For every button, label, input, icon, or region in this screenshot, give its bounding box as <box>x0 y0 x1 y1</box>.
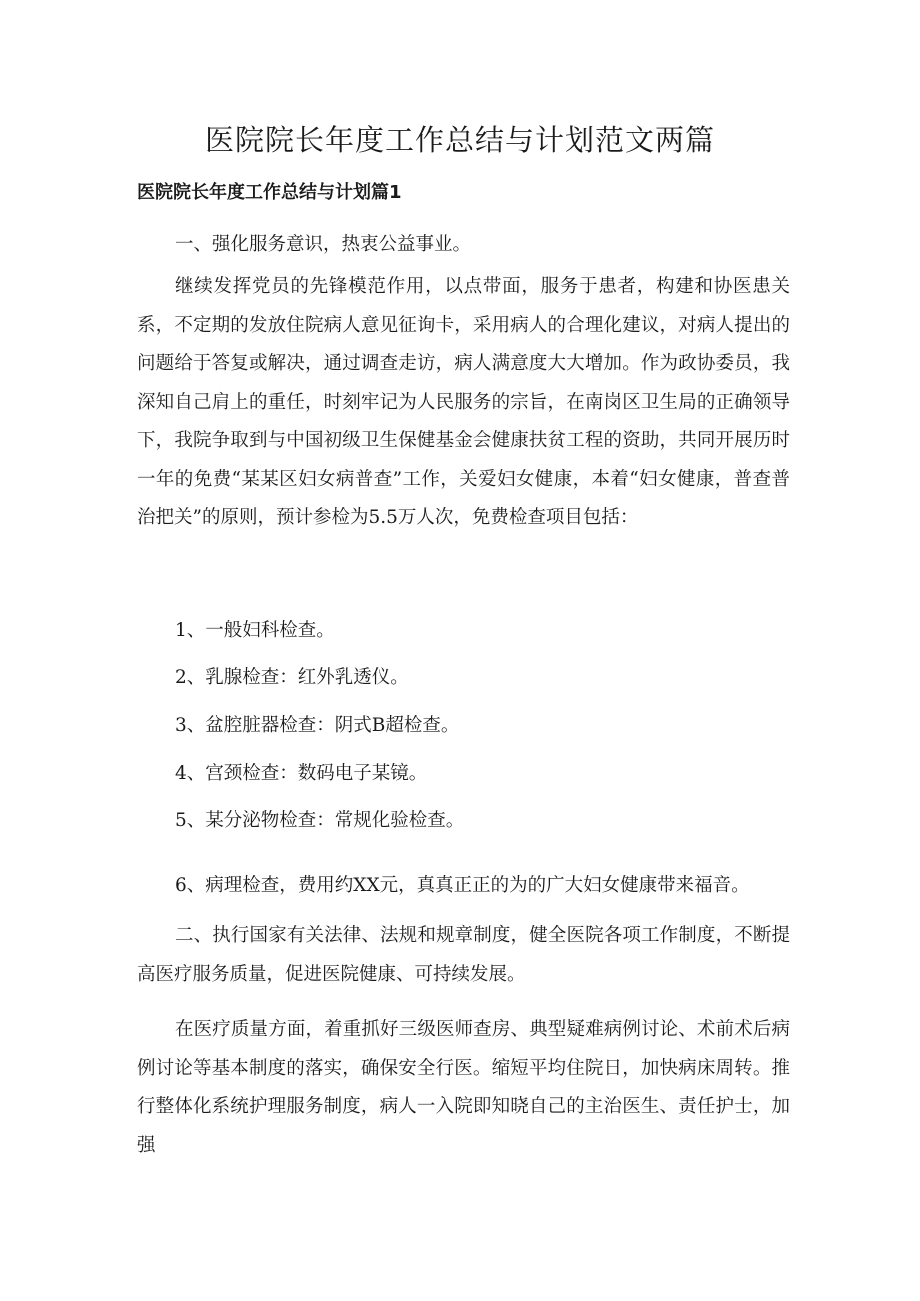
list-item: 3、盆腔脏器检查：阴式B超检查。 <box>175 715 460 736</box>
paragraph-medical-quality: 在医疗质量方面，着重抓好三级医师查房、典型疑难病例讨论、术前术后病例讨论等基本制度的落实，确保安全行医。缩短平均住院日，加快病床周转。推行整体化系统护理服务制度，病人一入院即知晓自己的主治医生、责任护士，加强 <box>137 1019 790 1156</box>
section-heading: 医院院长年度工作总结与计划篇1 <box>137 182 402 203</box>
paragraph-party-member-role: 继续发挥党员的先锋模范作用，以点带面，服务于患者，构建和协医患关系，不定期的发放住院病人意见征询卡，采用病人的合理化建议，对病人提出的问题给于答复或解决，通过调查走访，病人满意度大大增加。作为政协委员，我深知自己肩上的重任，时刻牢记为人民服务的宗旨，在南岗区卫生局的正确领导下，我院争取到与中国初级卫生保健基金会健康扶贫工程的资助，共同开展历时一年的免费“某某区妇女病普查”工作，关爱妇女健康，本着“妇女健康，普查普治把关”的原则，预计参检为5.5万人次，免费检查项目包括： <box>137 276 790 528</box>
list-item: 2、乳腺检查：红外乳透仪。 <box>175 667 409 688</box>
list-item: 6、病理检查，费用约XX元，真真正正的为的广大妇女健康带来福音。 <box>175 875 750 896</box>
paragraph-strengthen-service: 一、强化服务意识，热衷公益事业。 <box>175 234 472 255</box>
document-title: 医院院长年度工作总结与计划范文两篇 <box>204 123 715 157</box>
list-item: 5、某分泌物检查：常规化验检查。 <box>175 810 465 831</box>
list-item: 1、一般妇科检查。 <box>175 620 335 641</box>
paragraph-regulations: 二、执行国家有关法律、法规和规章制度，健全医院各项工作制度，不断提高医疗服务质量，促进医院健康、可持续发展。 <box>137 925 790 985</box>
list-item: 4、宫颈检查：数码电子某镜。 <box>175 763 428 784</box>
